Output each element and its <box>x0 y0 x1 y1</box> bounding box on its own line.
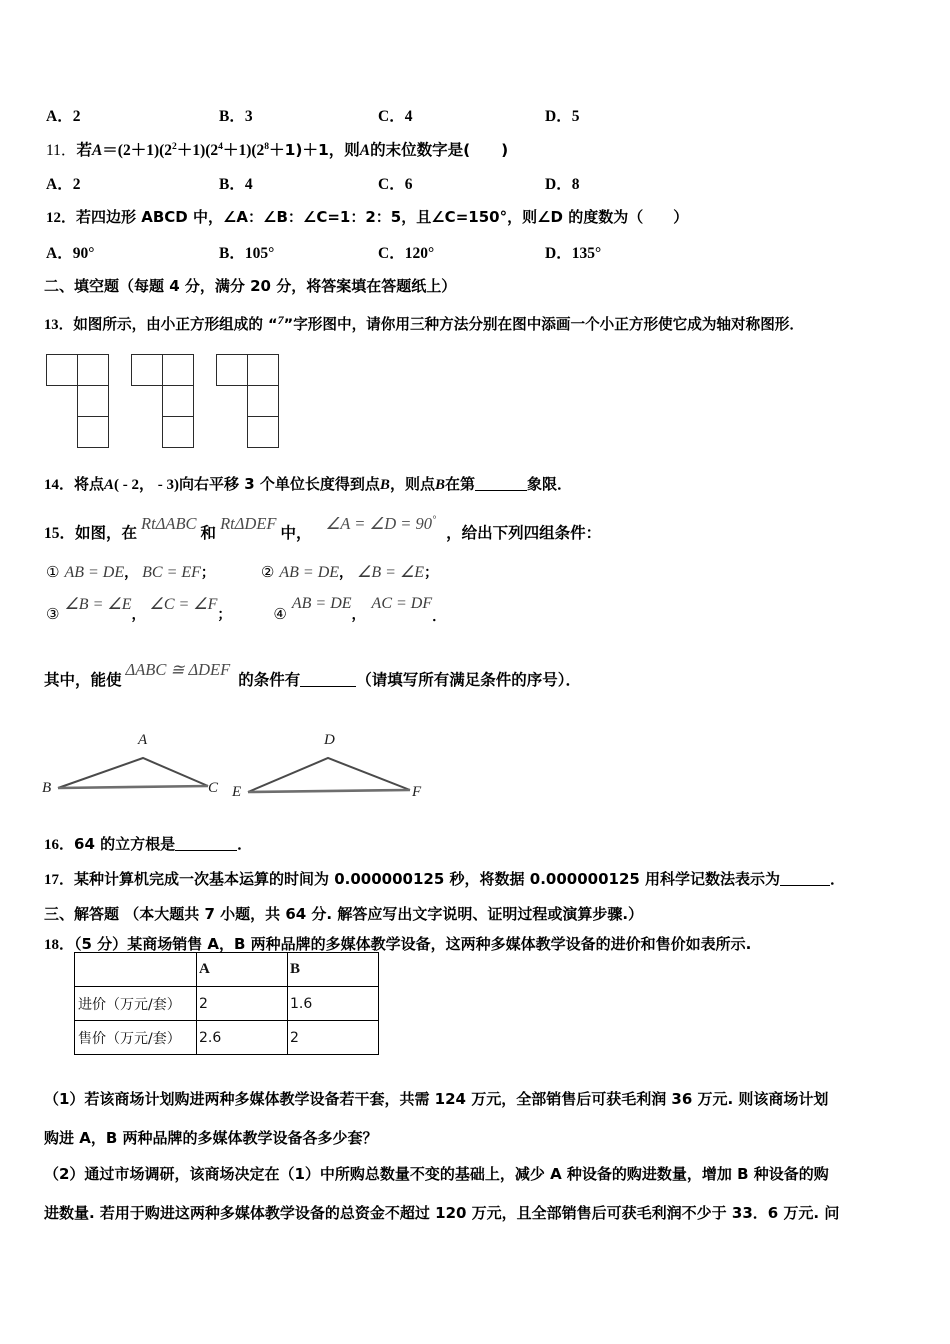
q10-option-c: C．4 <box>378 108 413 125</box>
q15-cond2-second: ∠B = ∠E <box>357 564 425 581</box>
q10-option-b: B．3 <box>219 108 253 125</box>
q16-number: 16． <box>44 837 75 853</box>
triangle-def-base <box>248 790 410 792</box>
q12-option-d: D．135° <box>545 245 602 262</box>
q18-part1-line1: （1）若该商场计划购进两种多媒体教学设备若干套，共需 124 万元，全部销售后可获毛利润 36 万元. 则该商场计划 <box>44 1090 829 1108</box>
q10-options-row <box>46 104 906 124</box>
q15-cond1-first: AB = DE <box>64 564 125 581</box>
q11-option-c: C．6 <box>378 176 413 193</box>
q11-mid-1: ＋1)(2 <box>176 142 219 159</box>
table-cell-corner <box>75 953 197 987</box>
table-row <box>75 987 379 1021</box>
square-top-right <box>77 354 109 386</box>
triangle-label-a: A <box>138 732 148 748</box>
q17-answer-blank <box>780 885 830 886</box>
q15-closing-tail: （请填写所有满足条件的序号）． <box>356 671 581 689</box>
question-11-stem <box>46 138 508 160</box>
q11-text-before: 若 <box>76 141 92 159</box>
q15-marker-4: ④ <box>273 605 287 623</box>
q12-options-row <box>46 241 906 261</box>
q12-option-b: B．105° <box>219 245 275 262</box>
q15-tail: ，给出下列四组条件： <box>446 524 602 542</box>
seven-shape-2 <box>131 354 205 450</box>
table-cell-cost-b: 1.6 <box>288 987 379 1021</box>
q15-cond3-second: ∠C = ∠F <box>149 596 218 613</box>
q10-option-a: A．2 <box>46 108 81 125</box>
q11-number: 11． <box>46 142 77 159</box>
price-table <box>74 952 379 1055</box>
q15-answer-blank <box>300 686 356 687</box>
square-mid-right <box>247 385 279 417</box>
question-18-stem <box>44 933 751 954</box>
q18-stem-text: 某商场销售 A，B 两种品牌的多媒体教学设备，这两种多媒体教学设备的进价和售价如表所示. <box>127 935 752 953</box>
q13-text-part2: ”字形图中，请你用三种方法分别在图中添画一个小正方形使它成为轴对称图形． <box>283 316 804 333</box>
question-12-stem <box>46 206 688 227</box>
q13-seven-glyph: 7 <box>277 313 284 327</box>
q14-text-b: 向右平移 3 个单位长度得到点 <box>179 475 380 493</box>
q15-closing-before: 其中，能使 <box>44 671 122 689</box>
table-row-label-cost: 进价（万元/套） <box>75 987 197 1021</box>
table-row-label-price: 售价（万元/套） <box>75 1021 197 1055</box>
q15-rt-abc: RtΔABC <box>141 514 197 533</box>
table-row <box>75 1021 379 1055</box>
square-bottom-right <box>77 416 109 448</box>
q12-option-a: A．90° <box>46 245 95 262</box>
q16-text-after: ． <box>237 835 253 853</box>
q11-var-a2: A <box>359 142 371 159</box>
q16-answer-blank <box>175 850 237 851</box>
q15-cond2-sep2: ； <box>424 565 439 581</box>
square-top-left <box>216 354 248 386</box>
q15-cond4-sep2: ． <box>432 609 447 625</box>
q17-text-after: ． <box>830 870 846 888</box>
q11-var-a: A <box>91 142 103 159</box>
q15-conditions-row-2 <box>46 595 447 625</box>
q11-options-row <box>46 172 906 192</box>
q15-cond3-sep2: ； <box>217 607 232 623</box>
q15-conditions-row-1 <box>46 562 438 582</box>
triangle-label-f: F <box>412 784 422 800</box>
triangle-label-b: B <box>42 780 52 796</box>
q11-eq-open: ＝(2＋1)(2 <box>102 142 173 159</box>
q15-cond1-second: BC = EF <box>142 564 201 581</box>
question-17-stem <box>44 868 845 889</box>
q14-text-e: 象限． <box>526 475 572 493</box>
q15-cond1-sep2: ； <box>200 565 215 581</box>
q15-mid: 中， <box>280 524 312 542</box>
q14-text-d: 在第 <box>444 475 475 493</box>
table-row-header <box>75 953 379 987</box>
q15-cond1-sep1: ， <box>124 565 139 581</box>
seven-shape-figure-group <box>46 354 306 452</box>
table-cell-price-a: 2.6 <box>197 1021 288 1055</box>
q15-closing-after: 的条件有 <box>238 671 301 689</box>
square-top-right <box>247 354 279 386</box>
section-2-heading: 二、填空题（每题 4 分，满分 20 分，将答案填在答题纸上） <box>44 277 457 295</box>
q15-angle-condition <box>326 514 437 533</box>
q15-cond4-first: AB = DE <box>291 595 352 612</box>
table-header-b: B <box>288 953 379 987</box>
q14-coords: ( - 2， - 3) <box>114 477 180 493</box>
q16-text-before: 64 的立方根是 <box>74 835 176 853</box>
square-mid-right <box>77 385 109 417</box>
q15-and: 和 <box>200 524 217 542</box>
square-bottom-right <box>247 416 279 448</box>
q18-points: （5 分） <box>74 935 128 953</box>
triangles-svg <box>40 706 460 816</box>
square-top-right <box>162 354 194 386</box>
q17-number: 17． <box>44 872 75 888</box>
q18-part2-line2: 进数量. 若用于购进这两种多媒体教学设备的总资金不超过 120 万元，且全部销售后可获毛利润不少于 33．6 万元. 问 <box>44 1204 840 1222</box>
triangle-label-c: C <box>208 780 219 796</box>
q15-cond3-first: ∠B = ∠E <box>64 596 132 613</box>
q11-sup-2: 4 <box>218 140 223 152</box>
seven-shape-1 <box>46 354 120 450</box>
q15-cond2-sep1: ， <box>339 565 354 581</box>
q13-text-part1: 如图所示，由小正方形组成的 “ <box>73 316 278 333</box>
seven-shape-3 <box>216 354 290 450</box>
triangle-abc-base <box>58 786 208 788</box>
q14-point-b: B <box>379 477 390 493</box>
q15-cond2-first: AB = DE <box>279 564 340 581</box>
q11-option-a: A．2 <box>46 176 81 193</box>
q14-number: 14． <box>44 477 75 493</box>
q15-marker-2: ② <box>260 563 275 581</box>
q11-sup-1: 2 <box>172 140 177 152</box>
q17-text-before: 某种计算机完成一次基本运算的时间为 0.000000125 秒，将数据 0.000000125 用科学记数法表示为 <box>74 870 781 888</box>
table-cell-price-b: 2 <box>288 1021 379 1055</box>
q15-angle-condition-text: ∠A = ∠D = 90 <box>325 514 433 533</box>
q12-number: 12． <box>46 210 77 226</box>
q15-number: 15． <box>44 525 76 542</box>
q18-part1-line2: 购进 A，B 两种品牌的多媒体教学设备各多少套？ <box>44 1129 378 1147</box>
question-14-stem <box>44 473 572 494</box>
q18-part2-line1: （2）通过市场调研，该商场决定在（1）中所购总数量不变的基础上，减少 A 种设备的购进数量，增加 B 种设备的购 <box>44 1165 829 1183</box>
question-15-stem <box>44 514 602 543</box>
q14-text-a: 将点 <box>74 475 105 493</box>
square-top-left <box>46 354 78 386</box>
q11-option-b: B．4 <box>219 176 253 193</box>
q15-degree-sign: ° <box>432 514 437 526</box>
question-13-stem <box>44 313 804 334</box>
q14-point-b2: B <box>434 477 445 493</box>
question-16-stem <box>44 833 252 854</box>
triangle-label-d: D <box>324 732 335 748</box>
table-cell-cost-a: 2 <box>197 987 288 1021</box>
q11-mid-3: ＋1)＋1，则 <box>269 141 360 159</box>
q12-option-c: C．120° <box>378 245 435 262</box>
q12-text: 若四边形 ABCD 中，∠A：∠B：∠C=1：2：5，且∠C=150°，则∠D 的度数为（ ） <box>76 208 689 226</box>
q15-marker-3: ③ <box>46 605 60 623</box>
q11-sup-3: 8 <box>264 140 270 152</box>
q13-number: 13． <box>44 317 74 333</box>
q15-lead: 如图，在 <box>75 524 138 542</box>
triangles-figure <box>40 706 460 816</box>
q14-point-a: A <box>104 477 115 493</box>
square-bottom-right <box>162 416 194 448</box>
q18-number: 18． <box>44 937 75 953</box>
q15-marker-1: ① <box>46 563 60 581</box>
q15-congruence-expr: ΔABC ≅ ΔDEF <box>125 660 231 679</box>
q11-mid-2: ＋1)(2 <box>222 142 265 159</box>
square-mid-right <box>162 385 194 417</box>
q14-text-c: ，则点 <box>389 475 435 493</box>
q15-cond4-second: AC = DF <box>371 595 433 612</box>
q15-cond3-sep1: ， <box>131 607 146 623</box>
section-3-heading: 三、解答题 （本大题共 7 小题，共 64 分. 解答应写出文字说明、证明过程或演算步骤.） <box>44 905 644 923</box>
triangle-def-sides <box>248 758 410 792</box>
square-top-left <box>131 354 163 386</box>
q14-answer-blank <box>475 490 527 491</box>
q15-cond4-sep1: ， <box>351 607 366 623</box>
q11-text-after: 的末位数字是( ) <box>370 141 509 159</box>
q15-closing-line <box>44 660 581 690</box>
table-header-a: A <box>197 953 288 987</box>
q11-option-d: D．8 <box>545 176 580 193</box>
triangle-abc-sides <box>58 758 208 788</box>
q15-rt-def: RtΔDEF <box>220 514 277 533</box>
q10-option-d: D．5 <box>545 108 580 125</box>
triangle-label-e: E <box>232 784 242 800</box>
